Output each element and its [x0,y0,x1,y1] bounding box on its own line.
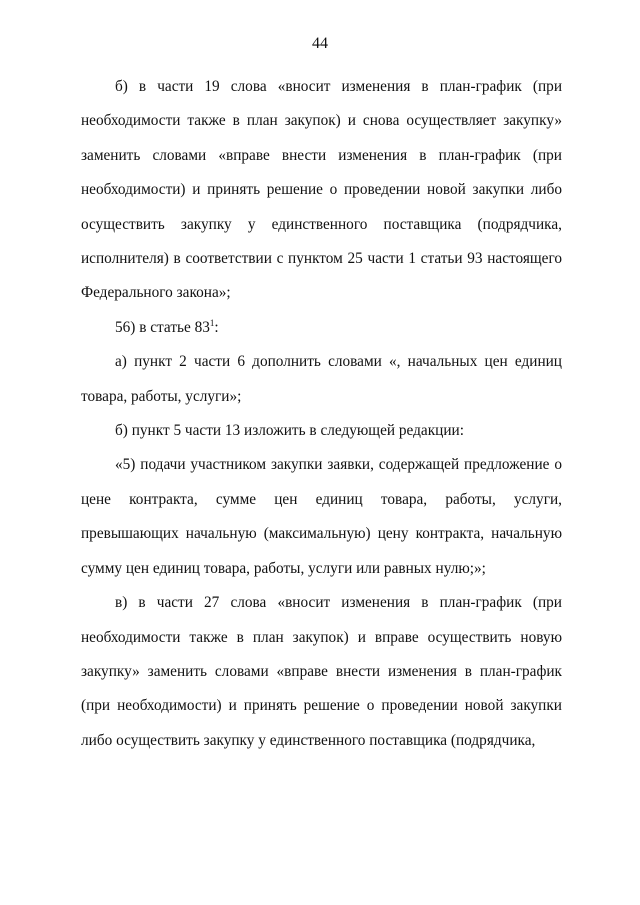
paragraph-a-part-6: а) пункт 2 части 6 дополнить словами «, начальных цен единиц товара, работы, услуги»; [81,353,562,405]
paragraph-quote-5: «5) подачи участником закупки заявки, содержащей предложение о цене контракта, сумме цен единиц товара, работы, услуги, превышающих начальную (максимальную) цену контракта, начальную сумму цен единиц товара, работы, услуги или равных нулю;»; [81,456,562,577]
paragraph-56-text: 56) в статье 83 [115,318,210,336]
paragraph-b-part-13: б) пункт 5 части 13 изложить в следующей редакции: [115,422,464,440]
paragraph-v-part-27: в) в части 27 слова «вносит изменения в план-график (при необходимости также в план закупок) и вправе осуществить новую закупку» заменить словами «вправе внести изменения в план-график (при необходимости) и принять решение о проведении новой закупки либо осуществить закупку у единственного поставщика (подрядчика, [81,594,562,749]
page-number: 44 [312,35,328,52]
document-body [81,70,562,758]
paragraph-56-colon: : [214,318,219,336]
paragraph-56-article-83-1 [81,311,562,345]
article-superscript: 1 [209,317,215,328]
paragraph-b-part-19: б) в части 19 слова «вносит изменения в план-график (при необходимости также в план закупок) и снова осуществляет закупку» заменить словами «вправе внести изменения в план-график (при необходимости) и принять решение о проведении новой закупки либо осуществить закупку у единственного поставщика (подрядчика, исполнителя) в соответствии с пунктом 25 части 1 статьи 93 настоящего Федерального закона»; [81,78,562,302]
